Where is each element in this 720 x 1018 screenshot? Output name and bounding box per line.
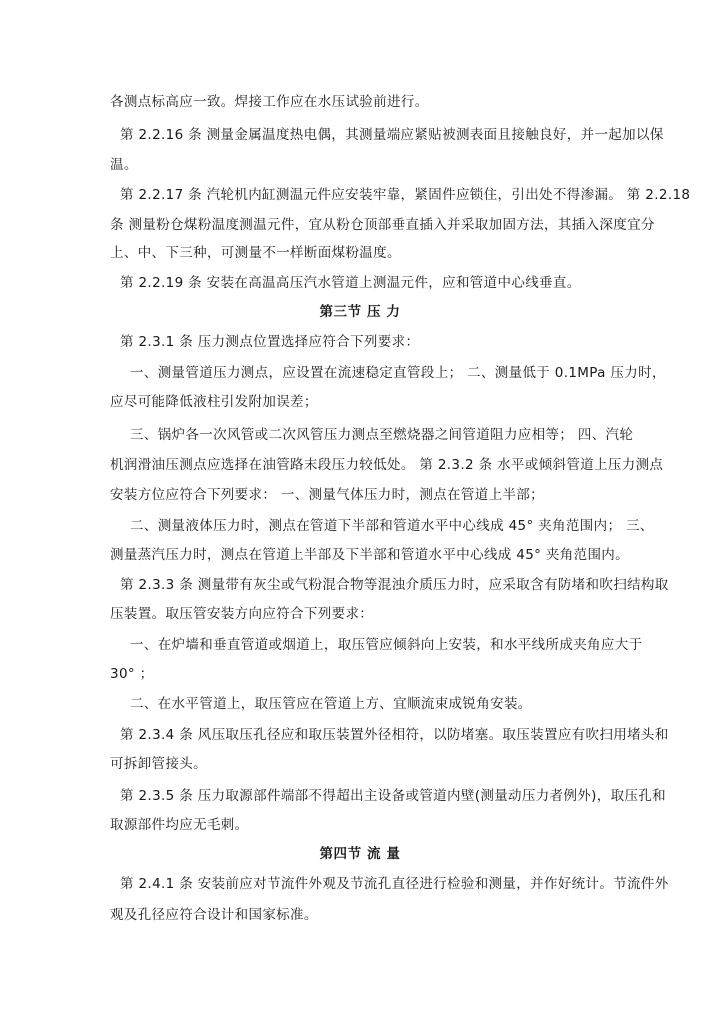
section-heading-3: 第三节 压 力 — [319, 304, 401, 320]
text-line-15: 二、测量液体压力时，测点在管道下半部和管道水平中心线成 45° 夹角范围内； 三、 — [130, 518, 654, 534]
text-line-1: 各测点标高应一致。焊接工作应在水压试验前进行。 — [110, 94, 429, 110]
section-heading-4: 第四节 流 量 — [319, 846, 401, 862]
text-line-19: 一、在炉墙和垂直管道或烟道上，取压管应倾斜向上安装，和水平线所成夹角应大于 — [130, 637, 643, 653]
text-line-17: 第 2.3.3 条 测量带有灰尘或气粉混合物等混浊介质压力时，应采取含有防堵和吹扫结构取 — [120, 577, 669, 593]
text-line-18: 压装置。取压管安装方向应符合下列要求： — [110, 606, 374, 622]
text-line-25: 取源部件均应无毛刺。 — [110, 817, 249, 833]
text-line-13: 机润滑油压测点应选择在油管路末段压力较低处。 第 2.3.2 条 水平或倾斜管道上压力测点 — [110, 457, 664, 473]
text-line-24: 第 2.3.5 条 压力取源部件端部不得超出主设备或管道内壁(测量动压力者例外)，取压孔和 — [120, 788, 667, 804]
text-line-27: 第 2.4.1 条 安装前应对节流件外观及节流孔直径进行检验和测量，并作好统计。节流件外 — [120, 876, 669, 892]
text-line-28: 观及孔径应符合设计和国家标准。 — [110, 907, 318, 923]
text-line-5: 条 测量粉仓煤粉温度测温元件，宜从粉仓顶部垂直插入并采取加固方法，其插入深度宜分 — [110, 217, 655, 233]
text-line-20: 30° ； — [110, 666, 154, 682]
text-line-23: 可拆卸管接头。 — [110, 756, 207, 772]
text-line-10: 一、测量管道压力测点，应设置在流速稳定直管段上； 二、测量低于 0.1MPa 压力时， — [130, 365, 666, 381]
text-line-12: 三、锅炉各一次风管或二次风管压力测点至燃烧器之间管道阻力应相等； 四、汽轮 — [130, 427, 634, 443]
text-line-4: 第 2.2.17 条 汽轮机内缸测温元件应安装牢靠，紧固件应锁住，引出处不得渗漏。 第 2.2.18 — [120, 187, 691, 203]
text-line-2: 第 2.2.16 条 测量金属温度热电偶，其测量端应紧贴被测表面且接触良好，并一起加以保 — [120, 127, 664, 143]
text-line-11: 应尽可能降低液柱引发附加误差； — [110, 394, 318, 410]
text-line-16: 测量蒸汽压力时，测点在管道上半部及下半部和管道水平中心线成 45° 夹角范围内。 — [110, 547, 630, 563]
text-line-3: 温。 — [110, 157, 138, 173]
text-line-6: 上、中、下三种，可测量不一样断面煤粉温度。 — [110, 245, 401, 261]
text-line-14: 安装方位应符合下列要求： 一、测量气体压力时，测点在管道上半部； — [110, 487, 544, 503]
text-line-7: 第 2.2.19 条 安装在高温高压汽水管道上测温元件，应和管道中心线垂直。 — [120, 275, 581, 291]
text-line-9: 第 2.3.1 条 压力测点位置选择应符合下列要求： — [120, 334, 420, 350]
text-line-22: 第 2.3.4 条 风压取压孔径应和取压装置外径相符，以防堵塞。取压装置应有吹扫用堵头和 — [120, 727, 669, 743]
text-line-21: 二、在水平管道上，取压管应在管道上方、宜顺流束成锐角安装。 — [130, 696, 532, 712]
